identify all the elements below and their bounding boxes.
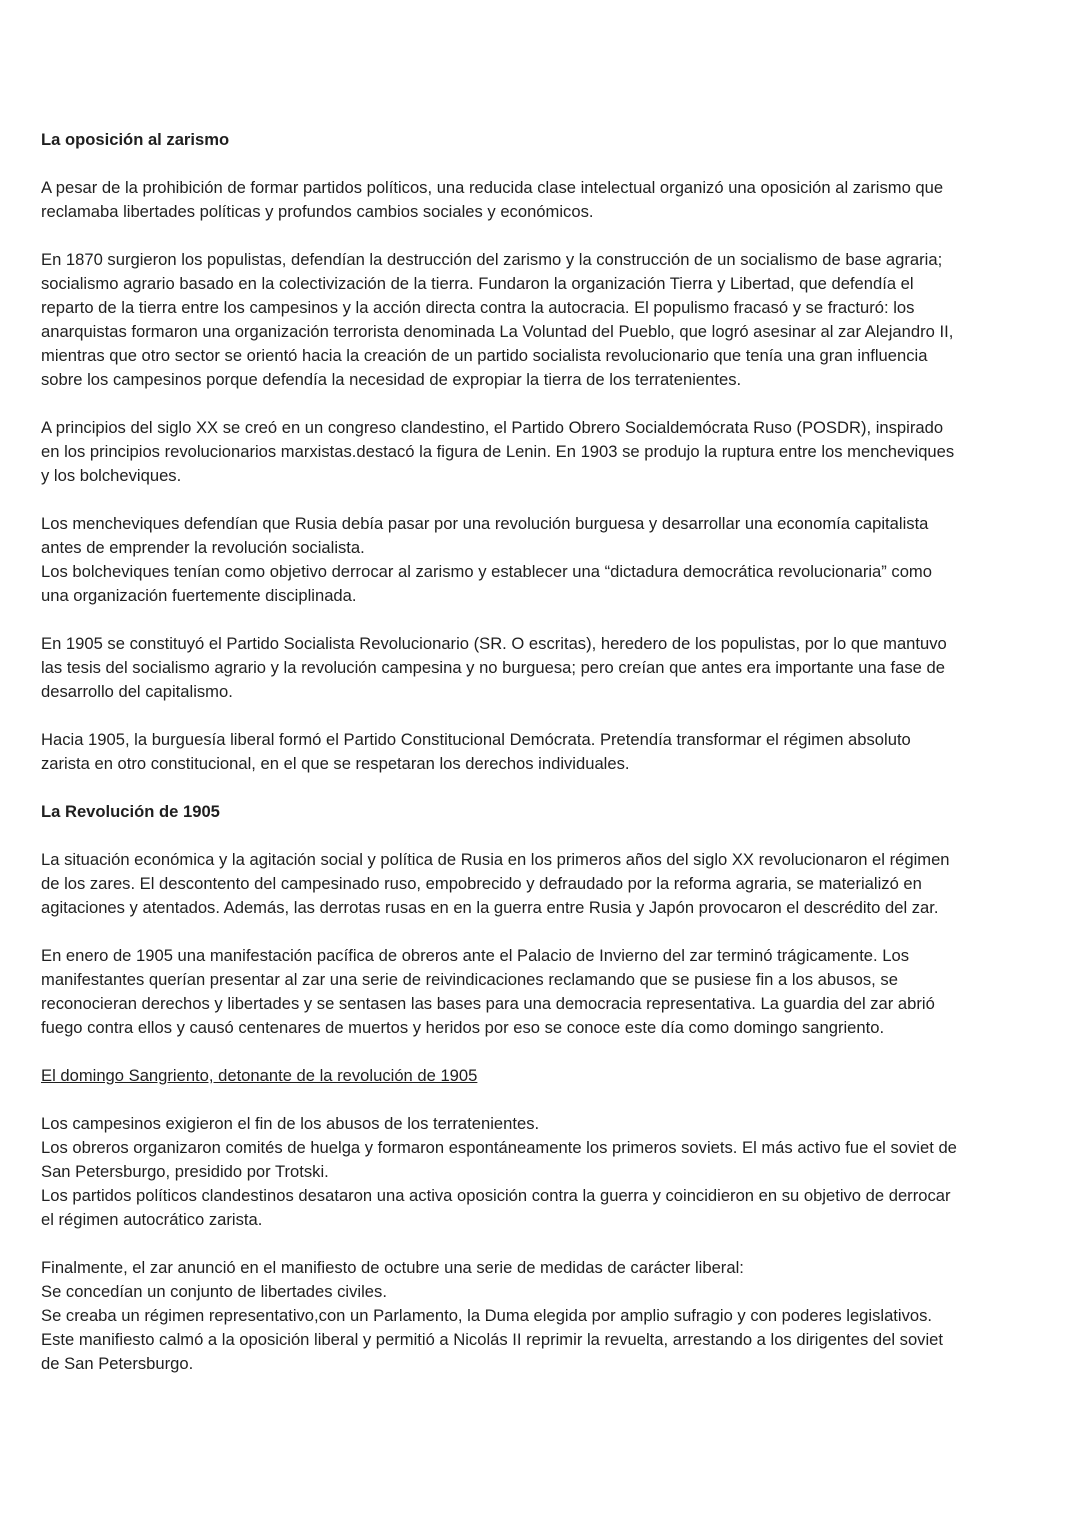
text-line: socialismo agrario basado en la colectivización de la tierra. Fundaron la organización Tierra y Libertad, que defendía el <box>41 274 914 293</box>
paragraph <box>41 512 1051 608</box>
text-line: Los bolcheviques tenían como objetivo derrocar al zarismo y establecer una “dictadura democrática revolucionaria” como <box>41 562 932 581</box>
paragraph <box>41 728 1051 776</box>
text-line: Este manifiesto calmó a la oposición liberal y permitió a Nicolás II reprimir la revuelta, arrestando a los dirigentes del soviet <box>41 1330 944 1349</box>
section-title-oposicion: La oposición al zarismo <box>41 130 230 149</box>
text-line: reconocieran derechos y libertades y se sentasen las bases para una democracia representativa. La guardia del zar abrió <box>41 994 935 1013</box>
text-line: de los zares. El descontento del campesinado ruso, empobrecido y defraudado por la reforma agraria, se materializó en <box>41 874 922 893</box>
text-line: reparto de la tierra entre los campesinos y la acción directa contra la autocracia. El populismo fracasó y se fracturó: los <box>41 298 915 317</box>
paragraph <box>41 176 1051 224</box>
text-line: En 1905 se constituyó el Partido Socialista Revolucionario (SR. O escritas), heredero de los populistas, por lo que mantuvo <box>41 634 947 653</box>
paragraph <box>41 944 1051 1040</box>
text-line: En 1870 surgieron los populistas, defendían la destrucción del zarismo y la construcción de un socialismo de base agraria; <box>41 250 943 269</box>
text-line: Los campesinos exigieron el fin de los abusos de los terratenientes. <box>41 1114 540 1133</box>
text-line: Los partidos políticos clandestinos desataron una activa oposición contra la guerra y coincidieron en su objetivo de derrocar <box>41 1186 951 1205</box>
text-line: antes de emprender la revolución socialista. <box>41 538 365 557</box>
text-line: A pesar de la prohibición de formar partidos políticos, una reducida clase intelectual organizó una oposición al zarismo que <box>41 178 944 197</box>
paragraph <box>41 416 1051 488</box>
text-line: mientras que otro sector se orientó hacia la creación de un partido socialista revolucionario que tenía una gran influencia <box>41 346 928 365</box>
paragraph <box>41 632 1051 704</box>
text-line: en los principios revolucionarios marxistas.destacó la figura de Lenin. En 1903 se produjo la ruptura entre los mencheviques <box>41 442 955 461</box>
text-line: manifestantes querían presentar al zar una serie de reivindicaciones reclamando que se pusiese fin a los abusos, se <box>41 970 898 989</box>
text-line: En enero de 1905 una manifestación pacífica de obreros ante el Palacio de Invierno del zar terminó trágicamente. Los <box>41 946 910 965</box>
subtitle-domingo-sangriento: El domingo Sangriento, detonante de la revolución de 1905 <box>41 1066 478 1085</box>
text-line: anarquistas formaron una organización terrorista denominada La Voluntad del Pueblo, que logró asesinar al zar Alejandro II, <box>41 322 954 341</box>
text-line: desarrollo del capitalismo. <box>41 682 233 701</box>
text-line: sobre los campesinos porque defendía la necesidad de expropiar la tierra de los terratenientes. <box>41 370 742 389</box>
text-line: zarista en otro constitucional, en el que se respetaran los derechos individuales. <box>41 754 630 773</box>
paragraph <box>41 1112 1051 1232</box>
text-line: y los bolcheviques. <box>41 466 182 485</box>
text-line: Se creaba un régimen representativo,con un Parlamento, la Duma elegida por amplio sufragio y con poderes legislativos. <box>41 1306 933 1325</box>
text-line: Finalmente, el zar anunció en el manifiesto de octubre una serie de medidas de carácter liberal: <box>41 1258 744 1277</box>
text-line: La situación económica y la agitación social y política de Rusia en los primeros años del siglo XX revolucionaron el régimen <box>41 850 950 869</box>
text-line: Hacia 1905, la burguesía liberal formó el Partido Constitucional Demócrata. Pretendía transformar el régimen absoluto <box>41 730 911 749</box>
paragraph <box>41 848 1051 920</box>
text-line: el régimen autocrático zarista. <box>41 1210 263 1229</box>
text-line: Los obreros organizaron comités de huelga y formaron espontáneamente los primeros soviets. El más activo fue el soviet de <box>41 1138 957 1157</box>
text-line: reclamaba libertades políticas y profundos cambios sociales y económicos. <box>41 202 594 221</box>
text-line: agitaciones y atentados. Además, las derrotas rusas en en la guerra entre Rusia y Japón provocaron el descrédito del zar. <box>41 898 939 917</box>
text-line: Se concedían un conjunto de libertades civiles. <box>41 1282 387 1301</box>
paragraph <box>41 248 1051 392</box>
text-line: A principios del siglo XX se creó en un congreso clandestino, el Partido Obrero Socialdemócrata Ruso (POSDR), inspirado <box>41 418 944 437</box>
text-line: fuego contra ellos y causó centenares de muertos y heridos por eso se conoce este día como domingo sangriento. <box>41 1018 885 1037</box>
text-line: las tesis del socialismo agrario y la revolución campesina y no burguesa; pero creían que antes era importante una fase de <box>41 658 945 677</box>
text-line: de San Petersburgo. <box>41 1354 194 1373</box>
document-page <box>41 128 1051 1400</box>
paragraph <box>41 1256 1051 1376</box>
text-line: una organización fuertemente disciplinada. <box>41 586 357 605</box>
text-line: San Petersburgo, presidido por Trotski. <box>41 1162 329 1181</box>
section-title-revolucion-1905: La Revolución de 1905 <box>41 802 220 821</box>
text-line: Los mencheviques defendían que Rusia debía pasar por una revolución burguesa y desarrollar una economía capitalista <box>41 514 929 533</box>
